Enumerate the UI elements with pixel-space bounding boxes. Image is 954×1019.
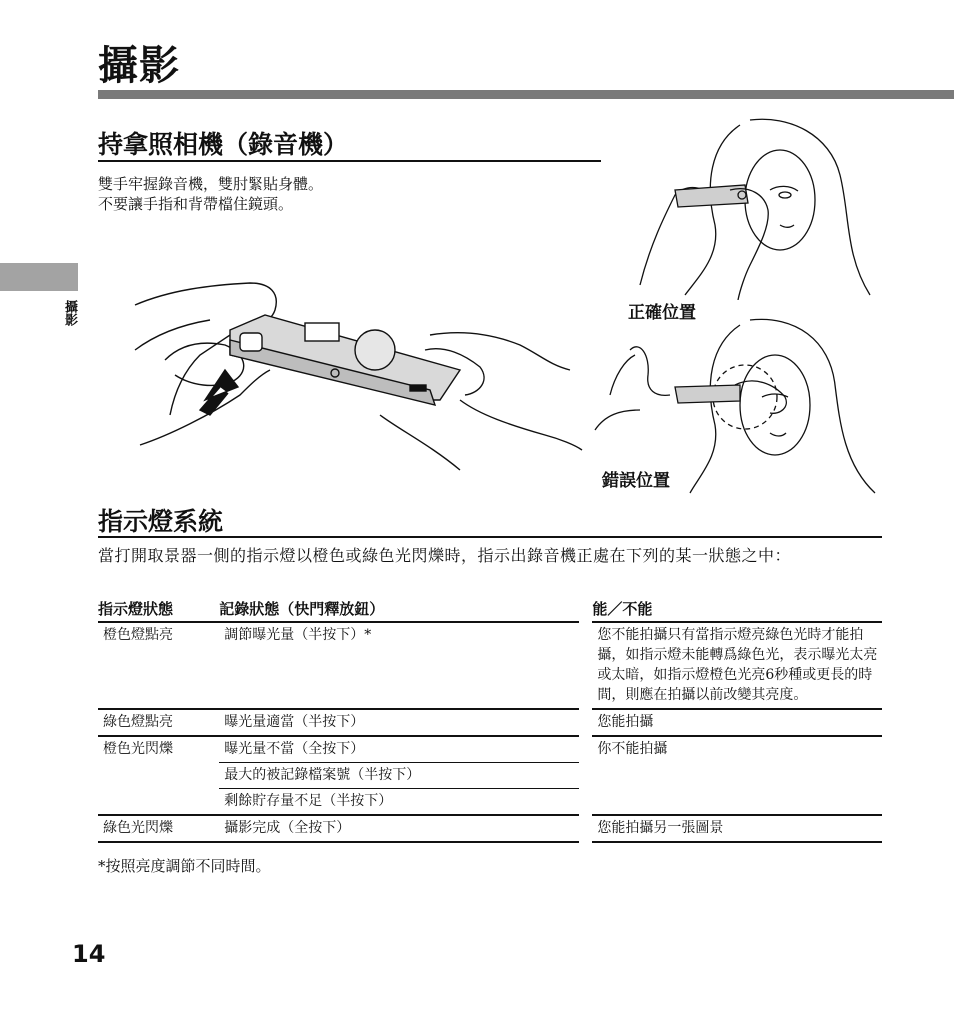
cell-state: 橙色燈點亮 <box>98 622 219 709</box>
section-rule <box>98 160 601 162</box>
footnote: *按照亮度調節不同時間。 <box>98 857 271 875</box>
header-record-state: 記錄狀態（快門釋放鈕） <box>219 596 578 622</box>
table-row <box>98 815 882 842</box>
page-number: 14 <box>72 940 106 968</box>
table-row <box>98 622 882 709</box>
side-tab <box>0 263 78 291</box>
cell-state <box>98 763 219 789</box>
cell-record: 曝光量不當（全按下） <box>219 736 578 763</box>
cell-ability <box>592 763 882 789</box>
cell-record: 調節曝光量（半按下）* <box>219 622 578 709</box>
section-rule <box>98 536 882 538</box>
cell-ability <box>592 789 882 816</box>
title-bar <box>98 90 954 99</box>
side-label: 攝影 <box>62 300 77 326</box>
cell-record: 攝影完成（全按下） <box>219 815 578 842</box>
hands-holding-recorder-illustration <box>130 275 585 475</box>
section-heading-indicator: 指示燈系統 <box>98 507 224 536</box>
cell-record: 最大的被記錄檔案號（半按下） <box>219 763 578 789</box>
page-title: 攝影 <box>98 43 180 89</box>
hold-instruction-2: 不要讓手指和背帶檔住鏡頭。 <box>98 195 294 213</box>
table-row <box>98 789 882 816</box>
hold-instruction-1: 雙手牢握錄音機，雙肘緊貼身體。 <box>98 175 324 193</box>
table-row <box>98 736 882 763</box>
cell-ability: 您能拍攝另一張圖景 <box>592 815 882 842</box>
cell-record: 曝光量適當（半按下） <box>219 709 578 736</box>
caption-correct-position: 正確位置 <box>626 298 698 323</box>
cell-ability: 您不能拍攝只有當指示燈亮綠色光時才能拍攝，如指示燈未能轉爲綠色光，表示曝光太亮或太暗，如指示燈橙色光亮6秒種或更長的時間，則應在拍攝以前改變其亮度。 <box>592 622 882 709</box>
header-can-cannot: 能／不能 <box>592 596 882 622</box>
caption-wrong-position: 錯誤位置 <box>600 466 672 491</box>
indicator-status-table <box>98 596 882 843</box>
cell-state: 綠色燈點亮 <box>98 709 219 736</box>
indicator-intro: 當打開取景器一側的指示燈以橙色或綠色光閃爍時，指示出錄音機正處在下列的某一狀態之中： <box>98 546 792 565</box>
cell-record: 剩餘貯存量不足（半按下） <box>219 789 578 816</box>
table-row <box>98 709 882 736</box>
table-row <box>98 763 882 789</box>
section-heading-hold: 持拿照相機（錄音機） <box>98 130 349 159</box>
correct-position-illustration <box>630 115 882 300</box>
cell-state: 橙色光閃爍 <box>103 741 173 757</box>
table-header-row <box>98 596 882 622</box>
header-indicator-state: 指示燈狀態 <box>98 596 219 622</box>
cell-ability: 您能拍攝 <box>592 709 882 736</box>
cell-ability: 你不能拍攝 <box>597 741 668 757</box>
cell-state <box>98 789 219 816</box>
cell-state: 綠色光閃爍 <box>98 815 219 842</box>
